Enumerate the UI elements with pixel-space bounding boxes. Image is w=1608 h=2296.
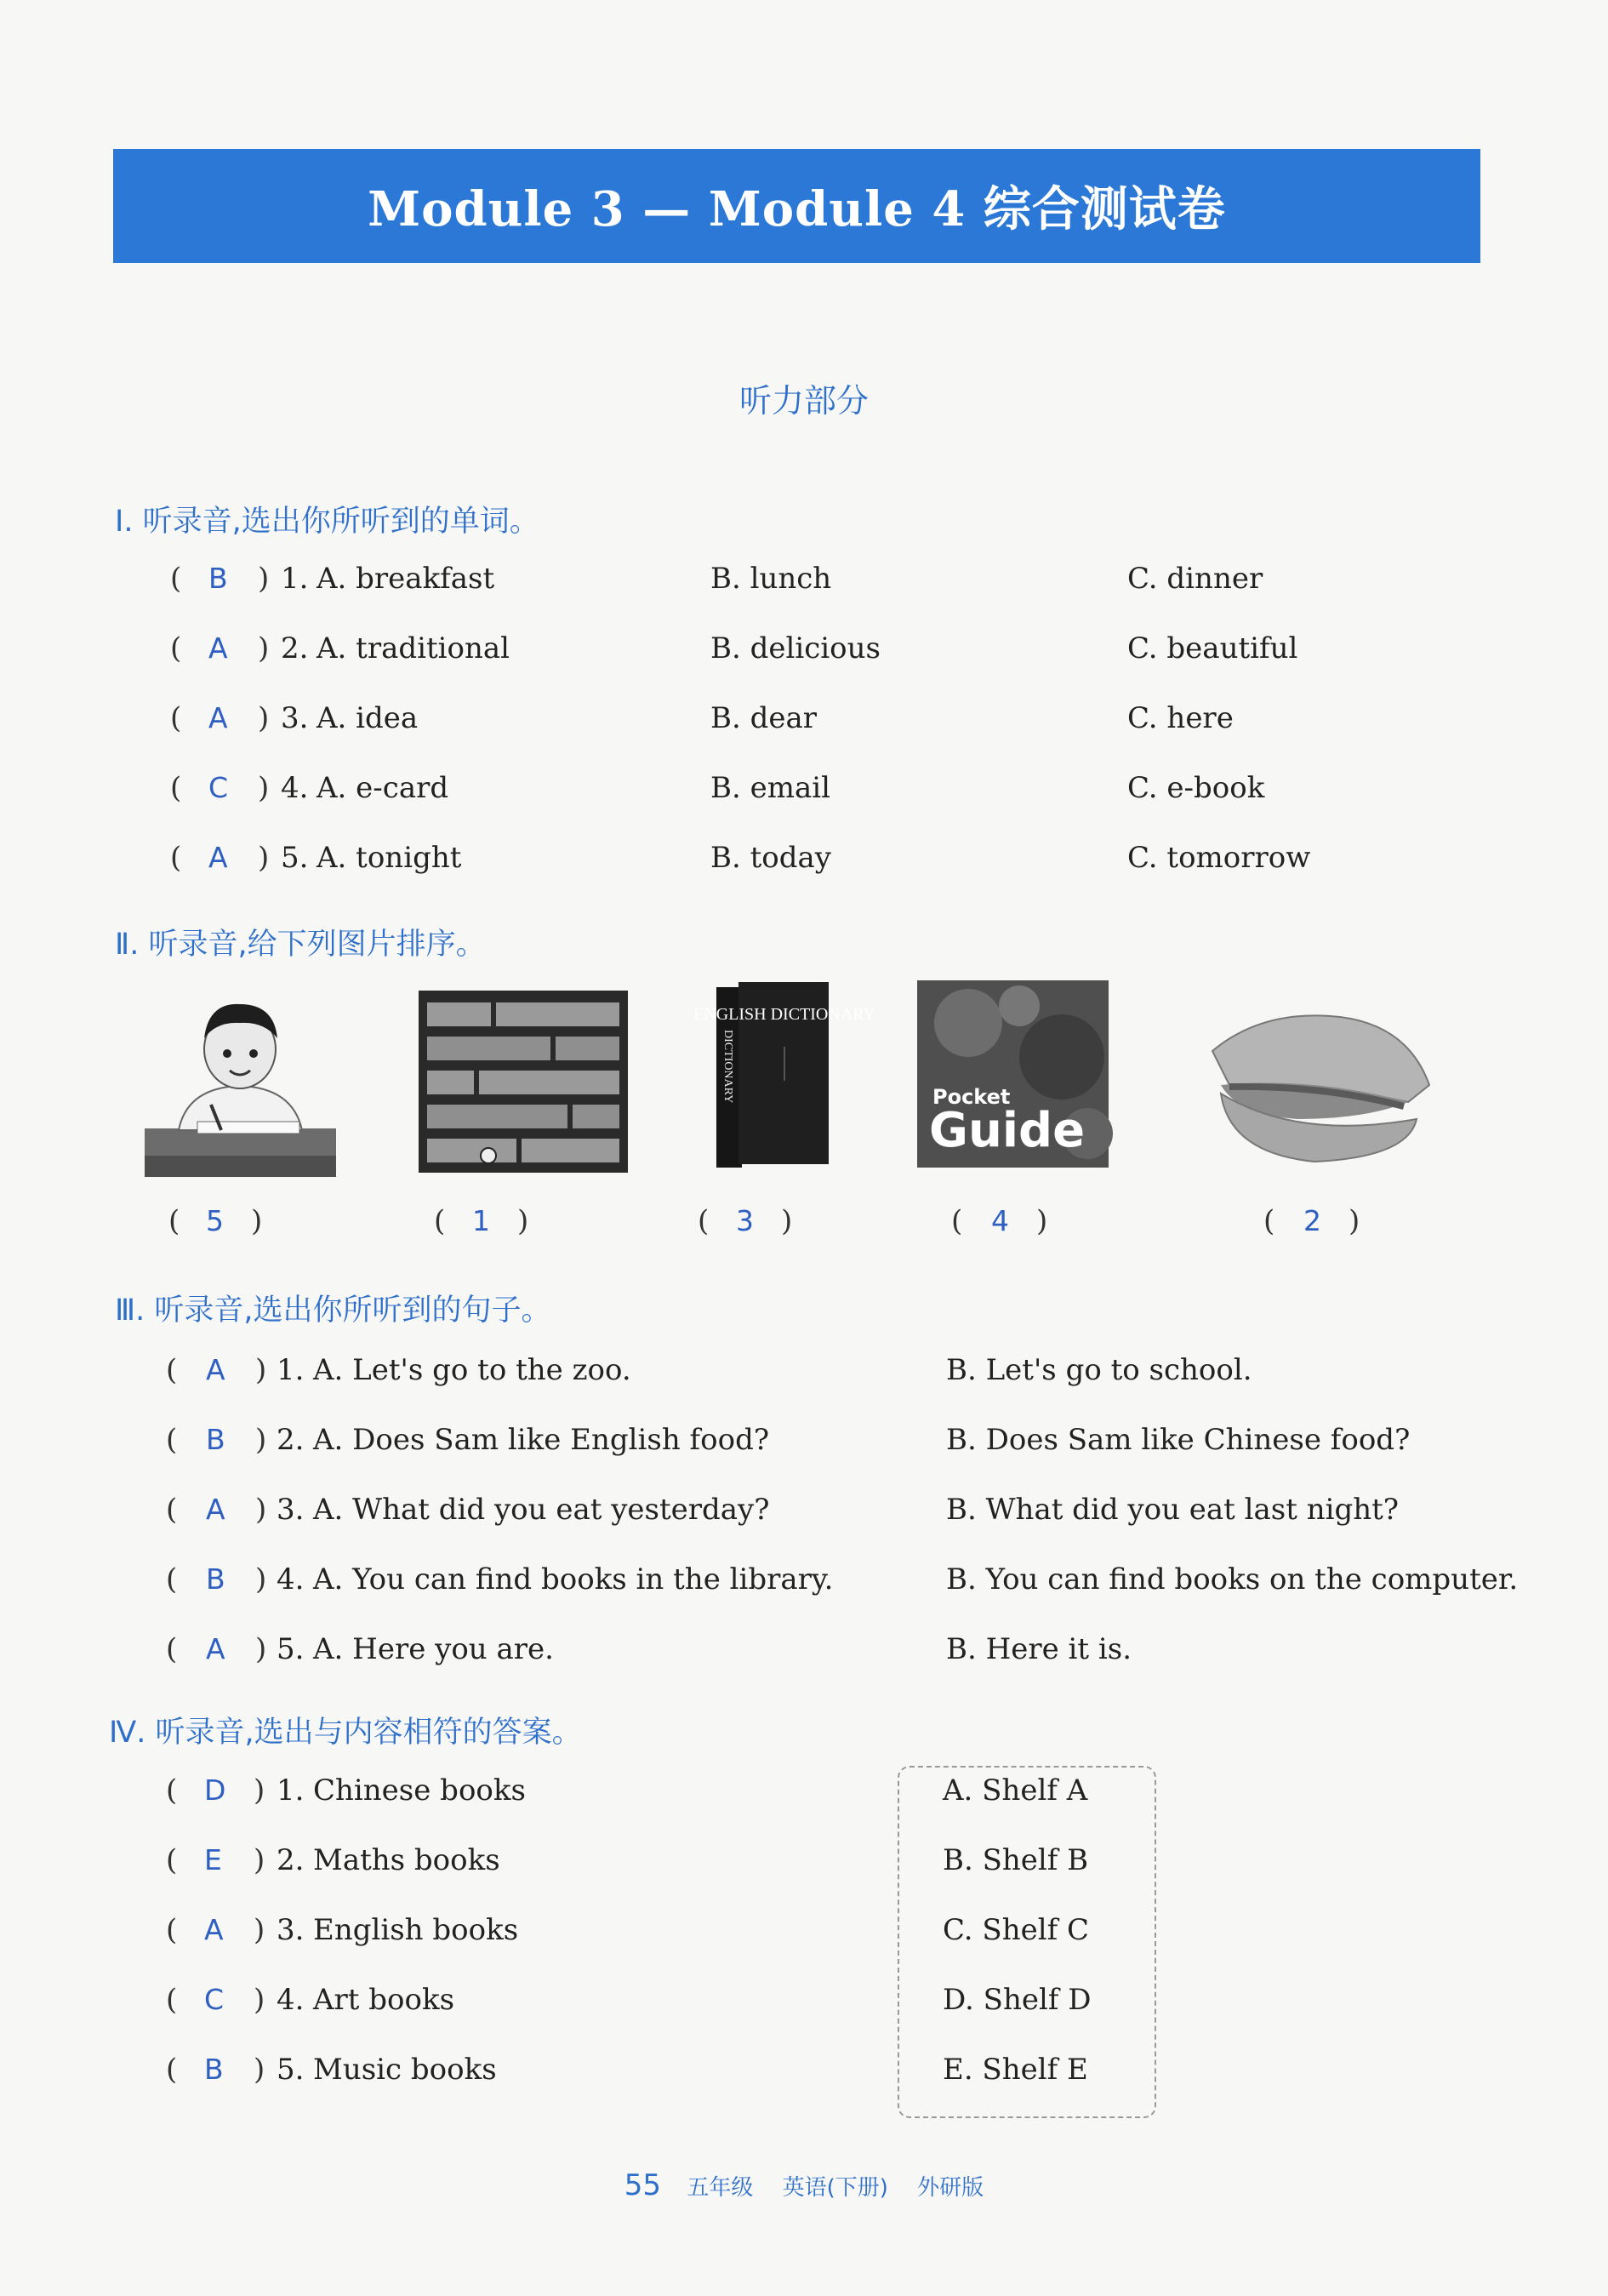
paren-close: ) xyxy=(251,1204,263,1238)
item-text: Music books xyxy=(313,2053,497,2087)
shelf-option: C. Shelf C xyxy=(943,1913,1090,1947)
paren-close: ) xyxy=(1036,1204,1048,1238)
option-c: C. dinner xyxy=(1127,562,1263,596)
paren-close: ) xyxy=(258,771,270,805)
option-a: A. Let's go to the zoo. xyxy=(313,1353,631,1387)
answer-mark: A xyxy=(208,631,228,665)
option-c: C. e-book xyxy=(1127,771,1265,805)
question-row xyxy=(0,1493,1608,1544)
paren-open: ( xyxy=(170,771,182,805)
paren-open: ( xyxy=(170,631,182,665)
question-number: 2. xyxy=(277,1423,305,1457)
question-number: 3. xyxy=(277,1493,305,1527)
paren-open: ( xyxy=(166,1983,178,2017)
answer-mark: B xyxy=(208,562,228,595)
picture-answer: 5 xyxy=(206,1204,224,1237)
paren-open: ( xyxy=(166,1493,178,1527)
shelf-option-row xyxy=(0,1983,1608,2034)
picture-answer: 3 xyxy=(736,1204,754,1237)
question-number: 5. xyxy=(281,841,309,875)
answer-mark: E xyxy=(204,1843,222,1876)
question-number: 1. xyxy=(277,1353,305,1387)
paren-close: ) xyxy=(517,1204,529,1238)
cover-large-text: Guide xyxy=(929,1103,1086,1158)
answer-mark: A xyxy=(208,701,228,734)
question-number: 2. xyxy=(277,1843,305,1877)
answer-mark: B xyxy=(204,2053,224,2086)
question-number: 5. xyxy=(277,1632,305,1666)
question-row xyxy=(0,701,1608,752)
boy-writing-image xyxy=(145,985,336,1177)
question-number: 1. xyxy=(277,1773,305,1808)
paren-open: ( xyxy=(170,701,182,735)
footer-edition: 外研版 xyxy=(917,2175,984,2201)
question-row xyxy=(0,1632,1608,1683)
page-footer xyxy=(0,2168,1608,2202)
shelf-option: B. Shelf B xyxy=(943,1843,1089,1877)
footer-subject: 英语(下册) xyxy=(782,2175,888,2201)
item-text: Chinese books xyxy=(313,1773,526,1808)
book-title: ENGLISH DICTIONARY xyxy=(693,1005,875,1024)
paren-open: ( xyxy=(434,1204,446,1238)
option-a: A. idea xyxy=(316,701,419,735)
answer-mark: A xyxy=(204,1913,224,1946)
picture-answer: 1 xyxy=(472,1204,490,1237)
option-b: B. today xyxy=(710,841,831,875)
paren-open: ( xyxy=(951,1204,963,1238)
paren-open: ( xyxy=(698,1204,710,1238)
answer-mark: A xyxy=(206,1493,225,1526)
picture-answer: 4 xyxy=(991,1204,1009,1237)
option-a: A. You can find books in the library. xyxy=(313,1562,834,1596)
picture-answer-row xyxy=(0,1204,1608,1255)
section-title: 听力部分 xyxy=(738,382,869,420)
part4-heading: Ⅳ. 听录音,选出与内容相符的答案。 xyxy=(109,1716,582,1750)
paren-close: ) xyxy=(255,1493,267,1527)
part1-heading: Ⅰ. 听录音,选出你所听到的单词。 xyxy=(115,505,539,539)
option-c: C. beautiful xyxy=(1127,631,1298,665)
paren-open: ( xyxy=(170,562,182,596)
paren-open: ( xyxy=(166,1423,178,1457)
question-row xyxy=(0,562,1608,613)
option-a: A. What did you eat yesterday? xyxy=(313,1493,770,1527)
answer-mark: A xyxy=(206,1632,225,1665)
question-row xyxy=(0,771,1608,822)
question-row xyxy=(0,631,1608,683)
item-text: Art books xyxy=(313,1983,455,2017)
paren-open: ( xyxy=(166,1913,178,1947)
dictionary-image xyxy=(693,979,875,1174)
book-spine: DICTIONARY xyxy=(721,1030,734,1104)
question-number: 2. xyxy=(281,631,309,665)
bookshelf-image xyxy=(417,989,630,1174)
option-a: A. tonight xyxy=(316,841,462,875)
footer-grade: 五年级 xyxy=(687,2175,754,2201)
answer-mark: B xyxy=(206,1562,225,1596)
paren-close: ) xyxy=(254,1773,265,1808)
question-row xyxy=(0,841,1608,892)
option-b: B. What did you eat last night? xyxy=(946,1493,1400,1527)
option-a: A. Does Sam like English food? xyxy=(313,1423,770,1457)
shelf-option-row xyxy=(0,1773,1608,1825)
paren-close: ) xyxy=(258,631,270,665)
answer-mark: A xyxy=(208,841,228,874)
paren-open: ( xyxy=(166,1353,178,1387)
paren-open: ( xyxy=(166,2053,178,2087)
pocket-guide-image xyxy=(917,980,1109,1168)
paren-open: ( xyxy=(166,1773,178,1808)
option-b: B. Does Sam like Chinese food? xyxy=(946,1423,1411,1457)
answer-mark: A xyxy=(206,1353,225,1386)
paren-open: ( xyxy=(166,1632,178,1666)
option-b: B. lunch xyxy=(710,562,832,596)
option-c: C. tomorrow xyxy=(1127,841,1311,875)
paren-close: ) xyxy=(781,1204,793,1238)
answer-mark: C xyxy=(204,1983,225,2016)
question-number: 4. xyxy=(277,1983,305,2017)
question-number: 4. xyxy=(277,1562,305,1596)
paren-close: ) xyxy=(254,2053,265,2087)
paren-close: ) xyxy=(255,1353,267,1387)
paren-open: ( xyxy=(1263,1204,1275,1238)
paren-close: ) xyxy=(255,1562,267,1596)
question-number: 3. xyxy=(281,701,309,735)
paren-close: ) xyxy=(254,1843,265,1877)
picture-answer: 2 xyxy=(1303,1204,1321,1237)
paren-close: ) xyxy=(258,841,270,875)
question-row xyxy=(0,1562,1608,1613)
shelf-option: A. Shelf A xyxy=(943,1773,1088,1808)
shelf-option-row xyxy=(0,1843,1608,1894)
paren-open: ( xyxy=(166,1843,178,1877)
shelf-option: E. Shelf E xyxy=(943,2053,1088,2087)
option-a: A. traditional xyxy=(316,631,510,665)
item-text: Maths books xyxy=(313,1843,500,1877)
paren-close: ) xyxy=(1349,1204,1360,1238)
question-number: 4. xyxy=(281,771,309,805)
page-number: 55 xyxy=(624,2168,662,2202)
paren-close: ) xyxy=(258,701,270,735)
option-b: B. You can find books on the computer. xyxy=(946,1562,1519,1596)
paren-open: ( xyxy=(166,1562,178,1596)
option-a: A. e-card xyxy=(316,771,449,805)
paren-open: ( xyxy=(170,841,182,875)
shelf-option-row xyxy=(0,1913,1608,1964)
option-a: A. Here you are. xyxy=(313,1632,554,1666)
option-a: A. breakfast xyxy=(316,562,495,596)
shelf-option: D. Shelf D xyxy=(943,1983,1092,2017)
answer-mark: B xyxy=(206,1423,225,1456)
cover-small-text: Pocket xyxy=(932,1085,1011,1109)
option-b: B. Let's go to school. xyxy=(946,1353,1252,1387)
paren-close: ) xyxy=(254,1983,265,2017)
answer-mark: C xyxy=(208,771,229,804)
answer-mark: D xyxy=(204,1773,226,1807)
paren-close: ) xyxy=(255,1632,267,1666)
question-number: 1. xyxy=(281,562,309,596)
question-row xyxy=(0,1423,1608,1474)
paren-open: ( xyxy=(168,1204,180,1238)
question-number: 5. xyxy=(277,2053,305,2087)
question-row xyxy=(0,1353,1608,1404)
part2-heading: Ⅱ. 听录音,给下列图片排序。 xyxy=(115,928,486,962)
part3-heading: Ⅲ. 听录音,选出你所听到的句子。 xyxy=(115,1294,551,1328)
option-c: C. here xyxy=(1127,701,1234,735)
paren-close: ) xyxy=(258,562,270,596)
question-number: 3. xyxy=(277,1913,305,1947)
option-b: B. delicious xyxy=(710,631,881,665)
paren-close: ) xyxy=(255,1423,267,1457)
item-text: English books xyxy=(313,1913,519,1947)
paren-close: ) xyxy=(254,1913,265,1947)
sandwich-image xyxy=(1195,991,1442,1170)
option-b: B. Here it is. xyxy=(946,1632,1132,1666)
shelf-option-row xyxy=(0,2053,1608,2104)
option-b: B. email xyxy=(710,771,830,805)
title-banner xyxy=(113,149,1480,263)
option-b: B. dear xyxy=(710,701,818,735)
page-title: Module 3 — Module 4 综合测试卷 xyxy=(368,181,1226,237)
